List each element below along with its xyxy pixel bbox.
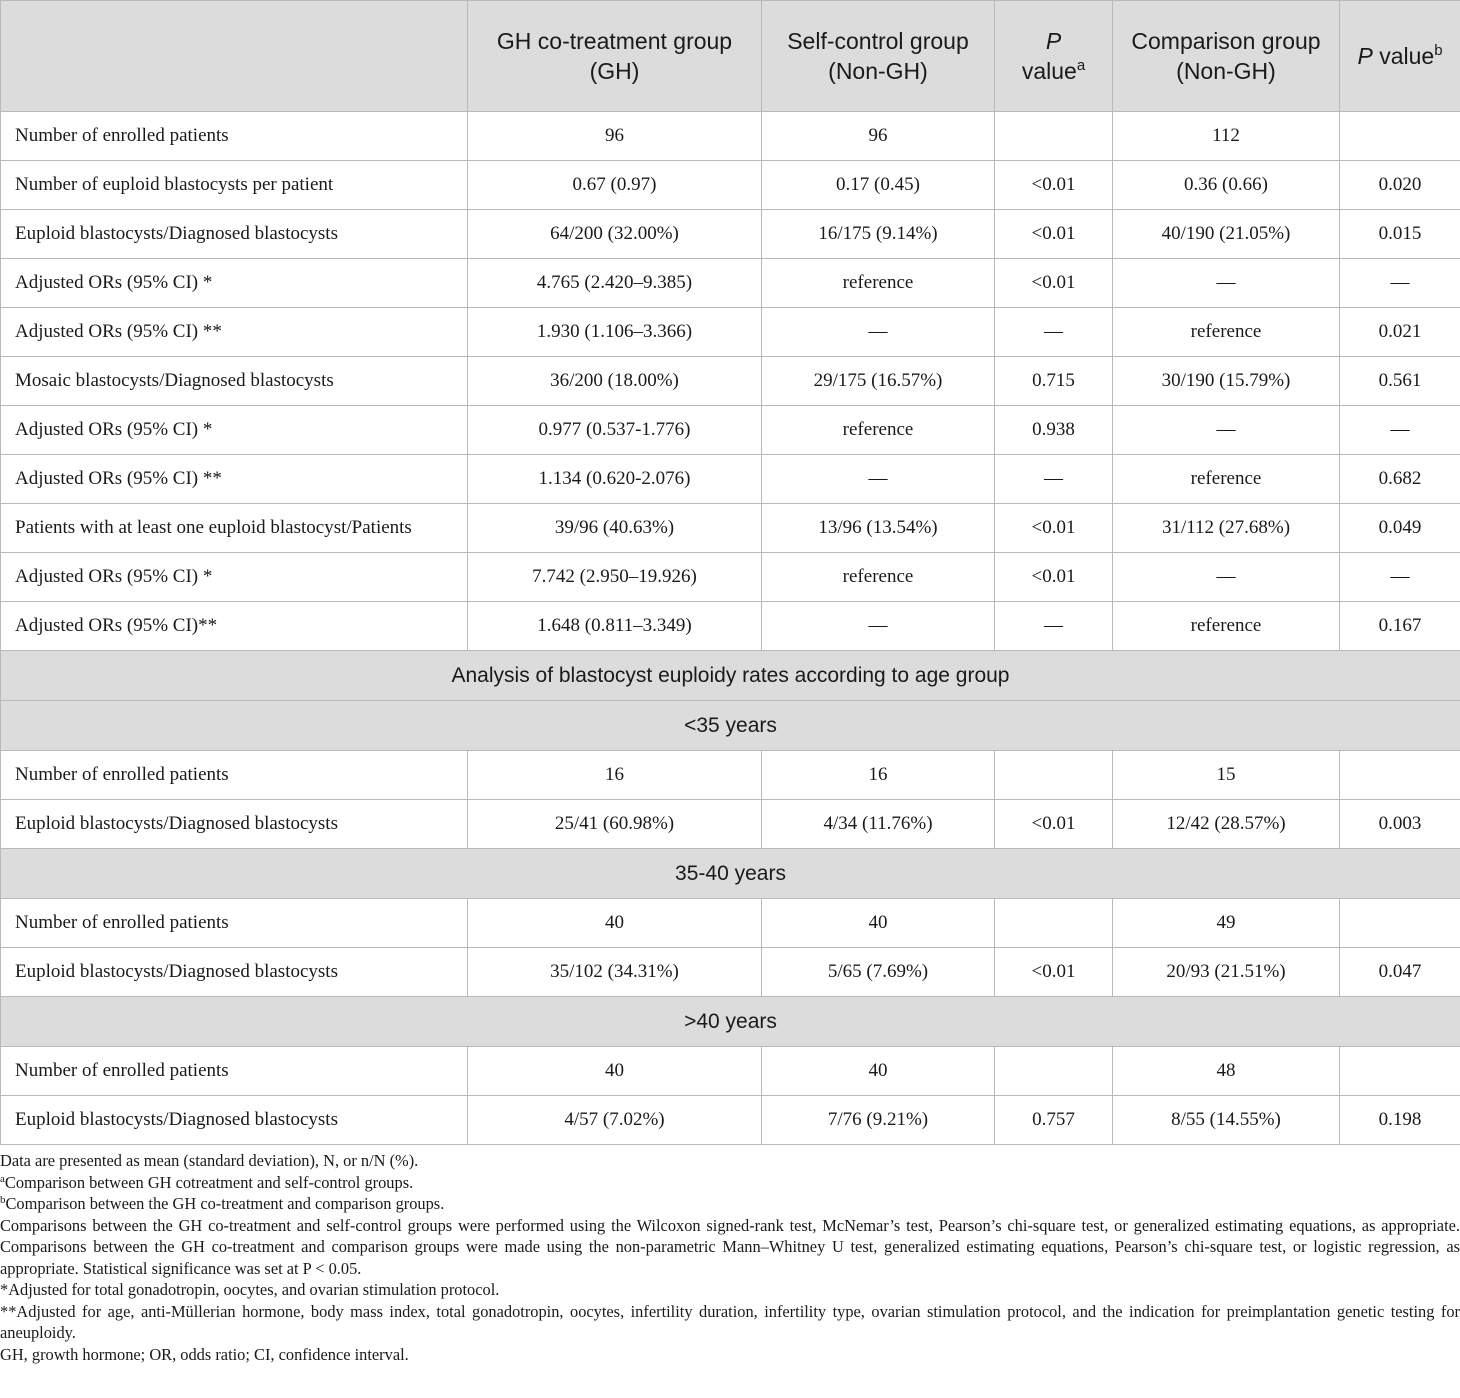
row-label-cell: Euploid blastocysts/Diagnosed blastocysts	[1, 1096, 468, 1145]
p-value-a-cell: 0.757	[995, 1096, 1113, 1145]
p-value-b-cell: 0.021	[1340, 308, 1460, 357]
p-value-b-cell	[1340, 751, 1460, 800]
row-label-cell: Euploid blastocysts/Diagnosed blastocysts	[1, 948, 468, 997]
p-value-b-cell: —	[1340, 259, 1460, 308]
gh-value-cell: 16	[468, 751, 762, 800]
self-control-value-cell: reference	[762, 553, 995, 602]
self-control-value-cell: 7/76 (9.21%)	[762, 1096, 995, 1145]
p-letter: P	[1045, 28, 1062, 54]
p-value-b-cell: 0.561	[1340, 357, 1460, 406]
footnote-double-star: **Adjusted for age, anti-Müllerian hormone, body mass index, total gonadotropin, oocytes, infertility duration, infertility type, ovarian stimulation protocol, and the indication for preimplantation genetic testing for aneuploidy.	[0, 1301, 1460, 1342]
p-value-b-cell	[1340, 899, 1460, 948]
header-row	[1, 1, 1460, 112]
p-value-a-cell: —	[995, 308, 1113, 357]
footnote-single-star: *Adjusted for total gonadotropin, oocytes, and ovarian stimulation protocol.	[0, 1280, 500, 1299]
section-header	[1, 651, 1460, 701]
gh-value-cell: 36/200 (18.00%)	[468, 357, 762, 406]
p-value-a-cell	[995, 899, 1113, 948]
row-label-cell: Number of enrolled patients	[1, 112, 468, 161]
p-value-b-cell: 0.015	[1340, 210, 1460, 259]
gh-value-cell: 25/41 (60.98%)	[468, 800, 762, 849]
table-row	[1, 357, 1460, 406]
row-label-cell: Euploid blastocysts/Diagnosed blastocysts	[1, 210, 468, 259]
table-row	[1, 406, 1460, 455]
row-label-cell: Adjusted ORs (95% CI) *	[1, 553, 468, 602]
gh-value-cell: 1.648 (0.811–3.349)	[468, 602, 762, 651]
self-control-value-cell: —	[762, 455, 995, 504]
p-value-b-cell	[1340, 112, 1460, 161]
p-value-a-cell	[995, 751, 1113, 800]
p-value-b-cell: 0.682	[1340, 455, 1460, 504]
p-value-a-cell: <0.01	[995, 948, 1113, 997]
p-value-a-cell: <0.01	[995, 210, 1113, 259]
table-row	[1, 161, 1460, 210]
p-value-a-cell: <0.01	[995, 553, 1113, 602]
section-header-label: Analysis of blastocyst euploidy rates according to age group	[1, 651, 1460, 701]
row-label-cell: Number of enrolled patients	[1, 751, 468, 800]
comparison-value-cell: 112	[1113, 112, 1340, 161]
self-control-value-cell: 16/175 (9.14%)	[762, 210, 995, 259]
row-label-cell: Adjusted ORs (95% CI) *	[1, 259, 468, 308]
age-group-header-label: >40 years	[1, 997, 1460, 1047]
p-value-b-cell	[1340, 1047, 1460, 1096]
gh-value-cell: 40	[468, 899, 762, 948]
self-control-value-cell: 16	[762, 751, 995, 800]
self-control-value-cell: 5/65 (7.69%)	[762, 948, 995, 997]
table-row	[1, 948, 1460, 997]
gh-value-cell: 40	[468, 1047, 762, 1096]
p-value-b-cell: —	[1340, 553, 1460, 602]
comparison-value-cell: 12/42 (28.57%)	[1113, 800, 1340, 849]
footnote-abbreviations: GH, growth hormone; OR, odds ratio; CI, confidence interval.	[0, 1344, 409, 1364]
p-value-b-cell: 0.003	[1340, 800, 1460, 849]
table-row	[1, 800, 1460, 849]
comparison-value-cell: 49	[1113, 899, 1340, 948]
comparison-value-cell: 48	[1113, 1047, 1340, 1096]
header-cell-gh: GH co-treatment group (GH)	[468, 1, 762, 112]
footnote-data-note: Data are presented as mean (standard deviation), N, or n/N (%).	[0, 1151, 419, 1170]
table-row	[1, 455, 1460, 504]
comparison-value-cell: reference	[1113, 455, 1340, 504]
comparison-value-cell: 8/55 (14.55%)	[1113, 1096, 1340, 1145]
p-value-a-cell: <0.01	[995, 161, 1113, 210]
table-row	[1, 1047, 1460, 1096]
p-value-a-cell: —	[995, 455, 1113, 504]
comparison-value-cell: reference	[1113, 602, 1340, 651]
self-control-value-cell: 40	[762, 899, 995, 948]
footnote-a	[0, 1172, 1460, 1194]
p-value-a-cell	[995, 1047, 1113, 1096]
self-control-value-cell: 40	[762, 1047, 995, 1096]
p-value-b-cell: 0.167	[1340, 602, 1460, 651]
comparison-value-cell: —	[1113, 406, 1340, 455]
footnote-a-text: Comparison between GH cotreatment and self-control groups.	[4, 1172, 414, 1192]
comparison-value-cell: 20/93 (21.51%)	[1113, 948, 1340, 997]
row-label-cell: Mosaic blastocysts/Diagnosed blastocysts	[1, 357, 468, 406]
footnote-a-mark: a	[0, 1172, 5, 1185]
table-row	[1, 1096, 1460, 1145]
header-cell-comparison: Comparison group (Non-GH)	[1113, 1, 1340, 112]
row-label-cell: Number of enrolled patients	[1, 1047, 468, 1096]
table-row	[1, 899, 1460, 948]
self-control-value-cell: 4/34 (11.76%)	[762, 800, 995, 849]
p-value-a-cell: <0.01	[995, 504, 1113, 553]
self-control-value-cell: —	[762, 602, 995, 651]
p-value-b-cell: 0.049	[1340, 504, 1460, 553]
value-word: value	[1021, 58, 1077, 84]
comparison-value-cell: 0.36 (0.66)	[1113, 161, 1340, 210]
p-value-a-cell: —	[995, 602, 1113, 651]
table-row	[1, 259, 1460, 308]
table-row	[1, 553, 1460, 602]
p-value-a-cell	[995, 112, 1113, 161]
self-control-value-cell: 96	[762, 112, 995, 161]
row-label-cell: Adjusted ORs (95% CI) *	[1, 406, 468, 455]
gh-value-cell: 39/96 (40.63%)	[468, 504, 762, 553]
gh-value-cell: 1.930 (1.106–3.366)	[468, 308, 762, 357]
comparison-value-cell: 15	[1113, 751, 1340, 800]
p-value-a-cell: 0.715	[995, 357, 1113, 406]
comparison-value-cell: —	[1113, 553, 1340, 602]
footnote-mark-b: b	[1434, 42, 1443, 59]
table-row	[1, 602, 1460, 651]
header-cell-label	[1, 1, 468, 112]
p-value-b-cell: 0.198	[1340, 1096, 1460, 1145]
row-label-cell: Adjusted ORs (95% CI) **	[1, 455, 468, 504]
p-value-b-cell: 0.047	[1340, 948, 1460, 997]
p-value-a-cell: <0.01	[995, 259, 1113, 308]
self-control-value-cell: 13/96 (13.54%)	[762, 504, 995, 553]
comparison-value-cell: reference	[1113, 308, 1340, 357]
row-label-cell: Number of enrolled patients	[1, 899, 468, 948]
gh-value-cell: 0.977 (0.537-1.776)	[468, 406, 762, 455]
footnote-b	[0, 1193, 1460, 1215]
row-label-cell: Patients with at least one euploid blastocyst/Patients	[1, 504, 468, 553]
p-value-a-cell: <0.01	[995, 800, 1113, 849]
table-footnotes	[0, 1150, 1460, 1365]
gh-value-cell: 7.742 (2.950–19.926)	[468, 553, 762, 602]
table-row	[1, 308, 1460, 357]
header-cell-p-value-a	[995, 1, 1113, 112]
gh-value-cell: 0.67 (0.97)	[468, 161, 762, 210]
footnote-b-text: Comparison between the GH co-treatment and comparison groups.	[5, 1194, 445, 1213]
comparison-value-cell: 40/190 (21.05%)	[1113, 210, 1340, 259]
gh-value-cell: 4/57 (7.02%)	[468, 1096, 762, 1145]
header-cell-p-value-b	[1340, 1, 1460, 112]
comparison-value-cell: 31/112 (27.68%)	[1113, 504, 1340, 553]
self-control-value-cell: —	[762, 308, 995, 357]
age-group-header-label: 35-40 years	[1, 849, 1460, 899]
row-label-cell: Euploid blastocysts/Diagnosed blastocysts	[1, 800, 468, 849]
comparison-value-cell: —	[1113, 259, 1340, 308]
row-label-cell: Adjusted ORs (95% CI)**	[1, 602, 468, 651]
table-row	[1, 751, 1460, 800]
footnote-b-mark: b	[0, 1194, 6, 1206]
header-cell-self-control: Self-control group (Non-GH)	[762, 1, 995, 112]
self-control-value-cell: reference	[762, 406, 995, 455]
p-value-a-cell: 0.938	[995, 406, 1113, 455]
value-word: value	[1372, 43, 1435, 69]
row-label-cell: Number of euploid blastocysts per patient	[1, 161, 468, 210]
self-control-value-cell: reference	[762, 259, 995, 308]
age-group-header	[1, 701, 1460, 751]
table-row	[1, 504, 1460, 553]
gh-value-cell: 1.134 (0.620-2.076)	[468, 455, 762, 504]
table-row	[1, 112, 1460, 161]
p-value-b-cell: 0.020	[1340, 161, 1460, 210]
gh-value-cell: 35/102 (34.31%)	[468, 948, 762, 997]
self-control-value-cell: 29/175 (16.57%)	[762, 357, 995, 406]
p-letter: P	[1357, 43, 1373, 69]
age-group-header	[1, 849, 1460, 899]
p-value-b-cell: —	[1340, 406, 1460, 455]
footnote-mark-a: a	[1076, 57, 1086, 74]
row-label-cell: Adjusted ORs (95% CI) **	[1, 308, 468, 357]
footnote-methods: Comparisons between the GH co-treatment and self-control groups were performed using the Wilcoxon signed-rank test, McNemar’s test, Pearson’s chi-square test, or generalized estimating equations, as appropriate. Comparisons between the GH co-treatment and comparison groups were made using the non-parametric Mann–Whitney U test, generalized estimating equations, Pearson’s chi-square test, or logistic regression, as appropriate. Statistical significance was set at P < 0.05.	[0, 1215, 1460, 1278]
table-row	[1, 210, 1460, 259]
gh-value-cell: 64/200 (32.00%)	[468, 210, 762, 259]
gh-value-cell: 96	[468, 112, 762, 161]
age-group-header	[1, 997, 1460, 1047]
table-body	[1, 112, 1460, 1145]
self-control-value-cell: 0.17 (0.45)	[762, 161, 995, 210]
gh-value-cell: 4.765 (2.420–9.385)	[468, 259, 762, 308]
comparison-value-cell: 30/190 (15.79%)	[1113, 357, 1340, 406]
age-group-header-label: <35 years	[1, 701, 1460, 751]
